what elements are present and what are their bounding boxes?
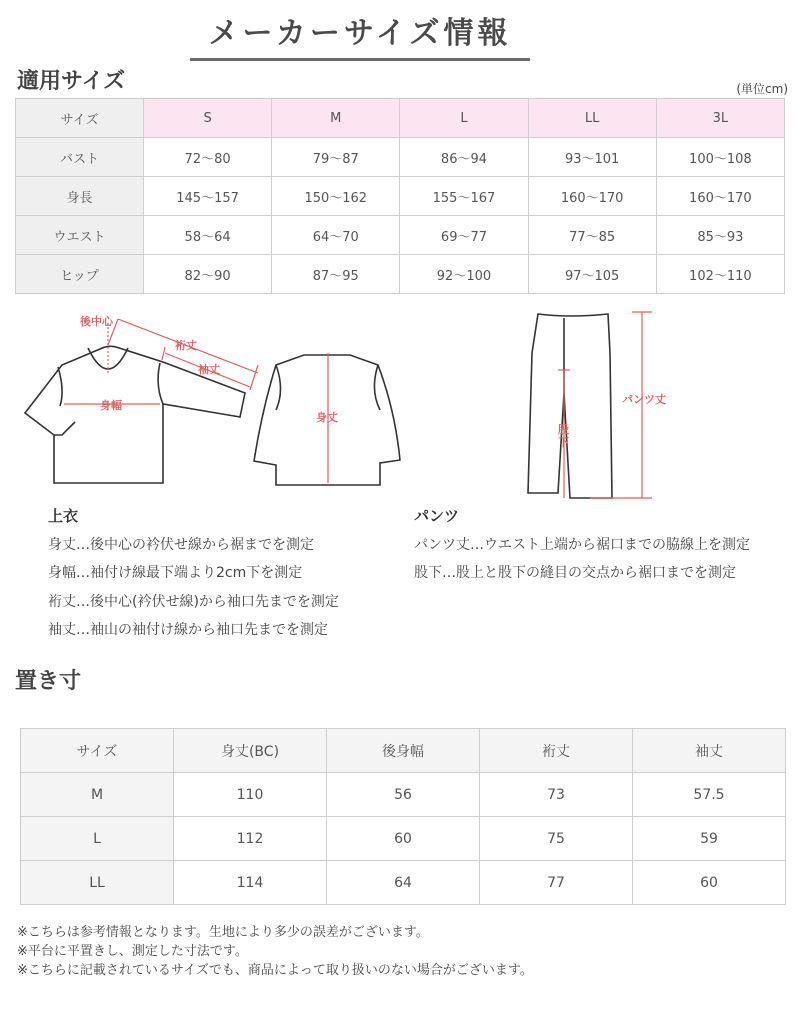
table-cell: 102〜110	[656, 255, 784, 294]
table-cell: 75	[480, 817, 633, 861]
table-cell: 58〜64	[144, 216, 272, 255]
top-desc-line: 袖丈…袖山の袖付け線から袖口先までを測定	[48, 622, 328, 638]
table-row	[16, 255, 785, 294]
table-cell: 64〜70	[272, 216, 400, 255]
row-label: バスト	[16, 138, 144, 177]
table-cell: 57.5	[633, 773, 786, 817]
table-cell: 100〜108	[656, 138, 784, 177]
pants-diagram	[520, 308, 670, 503]
header-cell: 身丈(BC)	[174, 729, 327, 773]
header-cell: 3L	[656, 99, 784, 138]
pants-length-label: パンツ丈	[622, 393, 666, 406]
length-label: 身丈	[316, 411, 338, 424]
header-cell: S	[144, 99, 272, 138]
table-cell: 60	[327, 817, 480, 861]
table-cell: 97〜105	[528, 255, 656, 294]
header-cell: サイズ	[21, 729, 174, 773]
applicable-size-title: 適用サイズ	[17, 69, 126, 94]
unit-label: (単位cm)	[736, 82, 788, 96]
table-cell: 69〜77	[400, 216, 528, 255]
table-cell: 155〜167	[400, 177, 528, 216]
table-cell: 60	[633, 861, 786, 905]
table-cell: 85〜93	[656, 216, 784, 255]
table-row	[21, 861, 786, 905]
top-desc-title: 上衣	[48, 507, 79, 525]
table-cell: 150〜162	[272, 177, 400, 216]
row-label: ヒップ	[16, 255, 144, 294]
table-cell: 72〜80	[144, 138, 272, 177]
pants-desc-title: パンツ	[414, 507, 460, 525]
table-cell: 114	[174, 861, 327, 905]
row-label: LL	[21, 861, 174, 905]
top-garment-diagram	[0, 305, 420, 500]
header-cell: サイズ	[16, 99, 144, 138]
header-cell: L	[400, 99, 528, 138]
table-cell: 79〜87	[272, 138, 400, 177]
inseam-label-2: 下	[558, 436, 569, 449]
table-row	[16, 138, 785, 177]
table-cell: 73	[480, 773, 633, 817]
table-cell: 160〜170	[528, 177, 656, 216]
note-line: ※平台に平置きし、測定した寸法です。	[17, 944, 248, 959]
table-cell: 82〜90	[144, 255, 272, 294]
width-label: 身幅	[100, 399, 122, 412]
row-label: L	[21, 817, 174, 861]
table-cell: 64	[327, 861, 480, 905]
top-desc-line: 身幅…袖付け線最下端より2cm下を測定	[48, 565, 303, 581]
note-line: ※こちらは参考情報となります。生地により多少の誤差がございます。	[17, 925, 429, 940]
header-cell: M	[272, 99, 400, 138]
top-description	[48, 502, 339, 645]
table-cell: 160〜170	[656, 177, 784, 216]
pants-desc-line: 股下…股上と股下の縫目の交点から裾口までを測定	[414, 565, 736, 581]
table-cell: 93〜101	[528, 138, 656, 177]
yuki-label: 裄丈	[175, 339, 197, 352]
flat-size-title: 置き寸	[15, 669, 82, 694]
header-cell: LL	[528, 99, 656, 138]
notes	[17, 923, 533, 980]
inseam-label-1: 股	[558, 423, 569, 436]
row-label: 身長	[16, 177, 144, 216]
flat-size-table	[20, 728, 786, 905]
table-cell: 56	[327, 773, 480, 817]
table-cell: 110	[174, 773, 327, 817]
header-cell: 裄丈	[480, 729, 633, 773]
top-desc-line: 裄丈…後中心(衿伏せ線)から袖口先までを測定	[48, 593, 339, 610]
table-cell: 77〜85	[528, 216, 656, 255]
header-cell: 後身幅	[327, 729, 480, 773]
table-header-row	[16, 99, 785, 138]
table-cell: 92〜100	[400, 255, 528, 294]
table-cell: 145〜157	[144, 177, 272, 216]
pants-description	[414, 502, 750, 588]
pants-desc-line: パンツ丈…ウエスト上端から裾口までの脇線上を測定	[414, 536, 750, 553]
table-row	[21, 773, 786, 817]
table-cell: 59	[633, 817, 786, 861]
table-row	[16, 177, 785, 216]
sleeve-label: 袖丈	[198, 363, 220, 376]
table-cell: 87〜95	[272, 255, 400, 294]
table-row	[21, 817, 786, 861]
table-cell: 77	[480, 861, 633, 905]
header-cell: 袖丈	[633, 729, 786, 773]
row-label: M	[21, 773, 174, 817]
applicable-size-table	[15, 98, 785, 294]
table-header-row	[21, 729, 786, 773]
back-center-label: 後中心	[80, 315, 113, 328]
row-label: ウエスト	[16, 216, 144, 255]
table-row	[16, 216, 785, 255]
table-cell: 112	[174, 817, 327, 861]
top-desc-line: 身丈…後中心の衿伏せ線から裾までを測定	[48, 536, 314, 553]
table-cell: 86〜94	[400, 138, 528, 177]
note-line: ※こちらに記載されているサイズでも、商品によって取り扱いのない場合がございます。	[17, 963, 533, 978]
page-title: メーカーサイズ情報	[190, 8, 530, 61]
